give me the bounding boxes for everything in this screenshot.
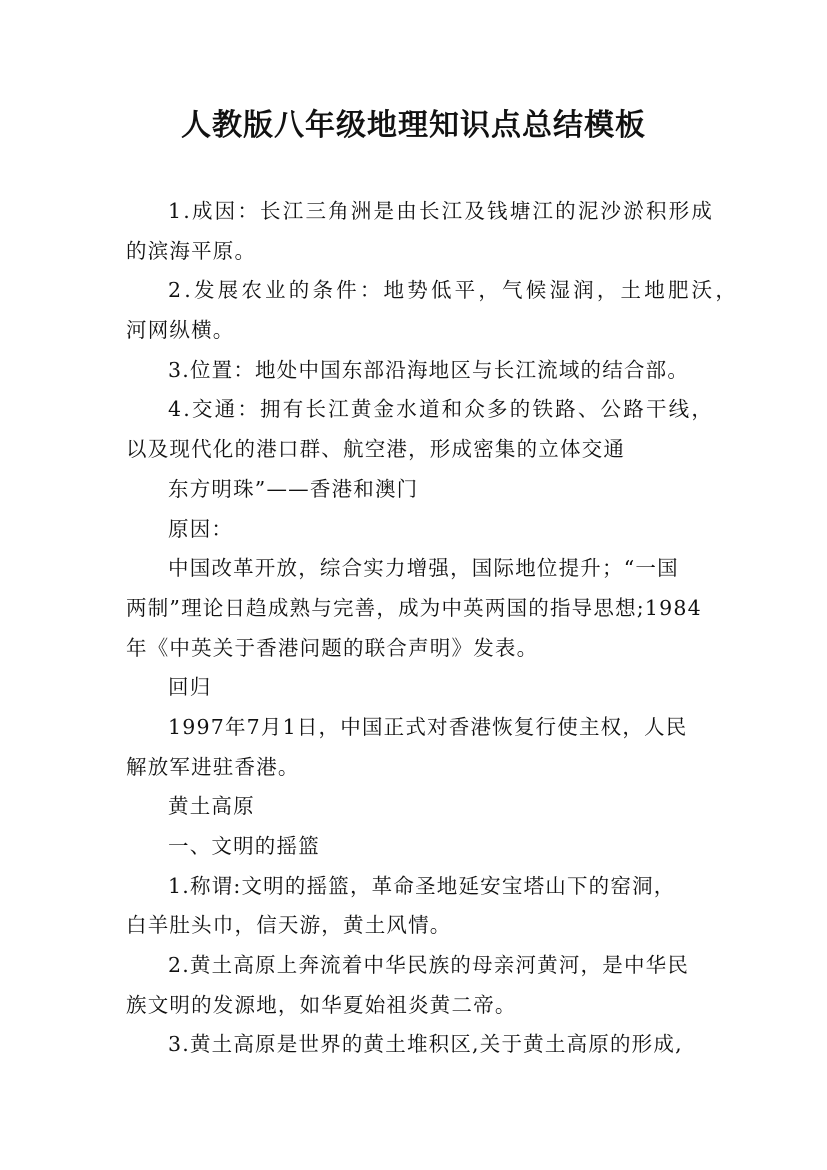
paragraph-line: 1.成因：长江三角洲是由长江及钱塘江的泥沙淤积形成 (168, 199, 715, 223)
paragraph-line: 族文明的发源地，如华夏始祖炎黄二帝。 (126, 992, 517, 1017)
paragraph-line: 两制”理论日趋成熟与完善，成为中英两国的指导思想;1984 (126, 595, 702, 620)
paragraph-line: 一、文明的摇篮 (168, 834, 320, 858)
paragraph-line: 2.发展农业的条件：地势低平，气候湿润，土地肥沃， (168, 278, 740, 303)
paragraph-line: 1.称谓:文明的摇篮，革命圣地延安宝塔山下的窑洞， (168, 873, 676, 898)
paragraph-line: 回归 (168, 675, 212, 700)
paragraph-line: 中国改革开放，综合实力增强，国际地位提升；“一国 (168, 556, 679, 581)
paragraph-line: 原因： (168, 516, 234, 541)
paragraph-line: 年《中英关于香港问题的联合声明》发表。 (126, 635, 539, 660)
paragraph-line: 河网纵横。 (126, 318, 235, 343)
paragraph-line: 东方明珠”——香港和澳门 (168, 476, 419, 501)
paragraph-line: 3.黄土高原是世界的黄土堆积区,关于黄土高原的形成, (168, 1032, 683, 1057)
paragraph-line: 黄土高原 (168, 794, 255, 819)
paragraph-line: 1997年7月1日，中国正式对香港恢复行使主权，人民 (168, 714, 688, 739)
paragraph-line: 白羊肚头巾，信天游，黄土风情。 (126, 913, 452, 938)
paragraph-line: 3.位置：地处中国东部沿海地区与长江流域的结合部。 (168, 357, 690, 382)
paragraph-line: 的滨海平原。 (126, 238, 257, 263)
document-body (126, 192, 740, 1065)
paragraph-line: 以及现代化的港口群、航空港，形成密集的立体交通 (126, 437, 626, 462)
paragraph-line: 解放军进驻香港。 (126, 754, 300, 779)
paragraph-line: 2.黄土高原上奔流着中华民族的母亲河黄河，是中华民 (168, 953, 690, 978)
document-title: 人教版八年级地理知识点总结模板 (181, 108, 646, 143)
paragraph-line: 4.交通：拥有长江黄金水道和众多的铁路、公路干线， (168, 397, 715, 422)
